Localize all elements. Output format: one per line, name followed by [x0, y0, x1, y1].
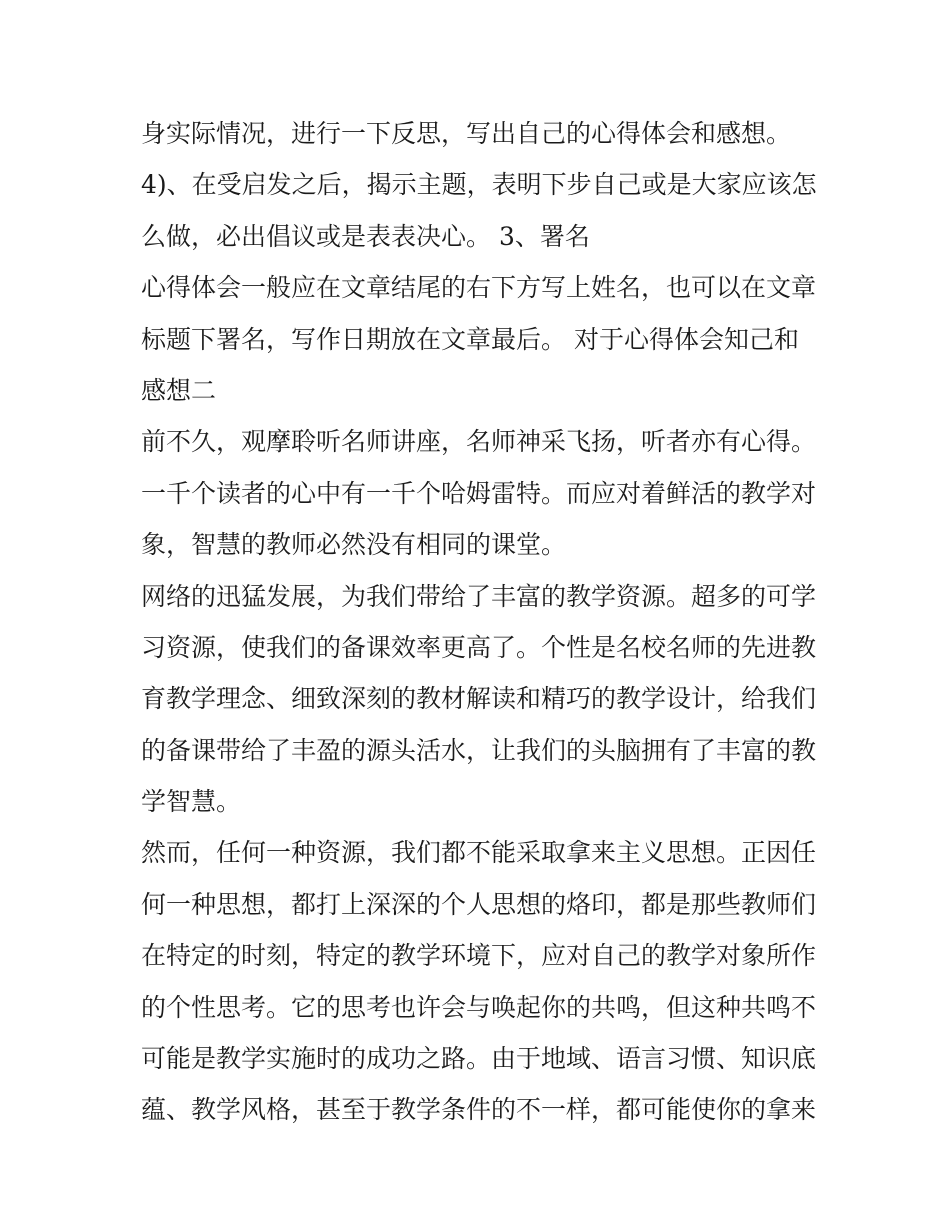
text-line: 的个性思考。它的思考也许会与唤起你的共鸣，但这种共鸣不	[141, 992, 817, 1022]
text-line: 象，智慧的教师必然没有相同的课堂。	[141, 530, 567, 560]
text-line: 在特定的时刻，特定的教学环境下，应对自己的教学对象所作	[141, 941, 817, 971]
text-line: 的备课带给了丰盈的源头活水，让我们的头脑拥有了丰富的教	[141, 735, 817, 765]
text-line: 心得体会一般应在文章结尾的右下方写上姓名，也可以在文章	[141, 273, 817, 303]
text-line: 育教学理念、细致深刻的教材解读和精巧的教学设计，给我们	[141, 684, 817, 714]
text-line: 何一种思想，都打上深深的个人思想的烙印，都是那些教师们	[141, 889, 817, 919]
text-line: 标题下署名，写作日期放在文章最后。 对于心得体会知己和	[141, 324, 799, 354]
text-line: 4)、在受启发之后，揭示主题，表明下步自己或是大家应该怎	[141, 170, 817, 200]
text-line: 一千个读者的心中有一千个哈姆雷特。而应对着鲜活的教学对	[141, 478, 817, 508]
text-line: 网络的迅猛发展，为我们带给了丰富的教学资源。超多的可学	[141, 581, 817, 611]
section-heading: 感想二	[141, 375, 217, 405]
document-body	[141, 108, 821, 1136]
text-line: 蕴、教学风格，甚至于教学条件的不一样，都可能使你的拿来	[141, 1095, 817, 1125]
text-line: 前不久，观摩聆听名师讲座，名师神采飞扬，听者亦有心得。	[141, 427, 817, 457]
text-line: 学智慧。	[141, 787, 242, 817]
text-line: 习资源，使我们的备课效率更高了。个性是名校名师的先进教	[141, 632, 817, 662]
text-line: 可能是教学实施时的成功之路。由于地域、语言习惯、知识底	[141, 1044, 817, 1074]
text-line: 身实际情况，进行一下反思，写出自己的心得体会和感想。	[141, 119, 792, 148]
text-line: 然而，任何一种资源，我们都不能采取拿来主义思想。正因任	[141, 838, 817, 868]
text-line: 么做，必出倡议或是表表决心。 3、署名	[141, 221, 590, 251]
